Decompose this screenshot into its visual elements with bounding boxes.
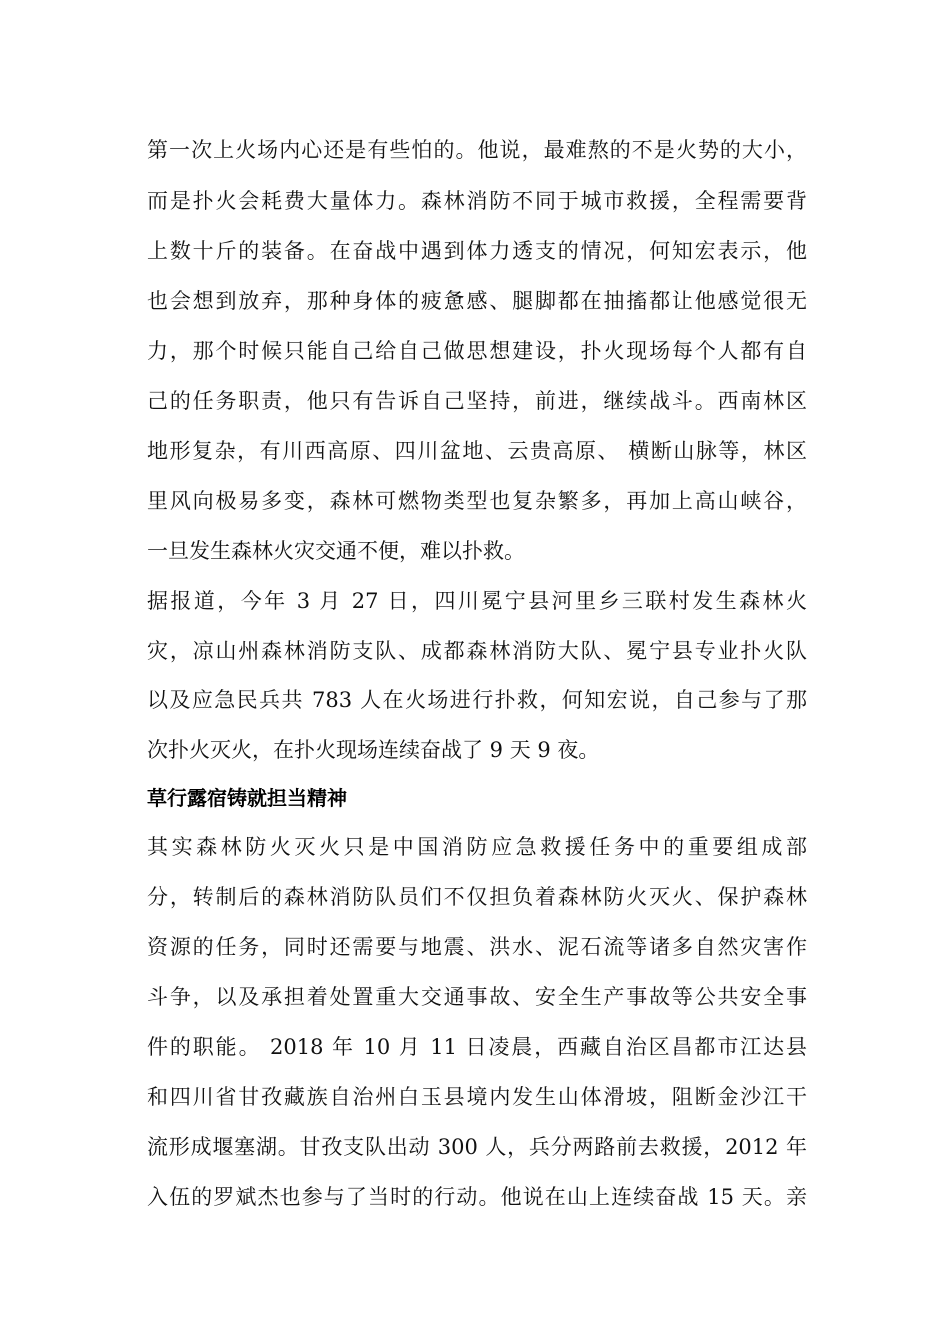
body-text-line: 次扑火灭火，在扑火现场连续奋战了 9 天 9 夜。 (147, 738, 600, 762)
body-text-line: 里风向极易多变，森林可燃物类型也复杂繁多，再加上高山峡谷， (147, 489, 807, 513)
body-text-line: 入伍的罗斌杰也参与了当时的行动。他说在山上连续奋战 15 天。亲 (147, 1185, 807, 1209)
section-heading: 草行露宿铸就担当精神 (147, 786, 347, 810)
body-text-line: 而是扑火会耗费大量体力。森林消防不同于城市救援，全程需要背 (147, 189, 807, 213)
body-text-line: 上数十斤的装备。在奋战中遇到体力透支的情况，何知宏表示，他 (147, 239, 807, 263)
body-text-line: 据报道，今年 3 月 27 日，四川冕宁县河里乡三联村发生森林火 (147, 589, 807, 613)
body-text-line: 流形成堰塞湖。甘孜支队出动 300 人，兵分两路前去救援，2012 年 (147, 1135, 807, 1159)
body-text-line: 其实森林防火灭火只是中国消防应急救援任务中的重要组成部 (147, 835, 807, 859)
body-text-line: 力，那个时候只能自己给自己做思想建设，扑火现场每个人都有自 (147, 339, 807, 363)
body-text-line: 资源的任务，同时还需要与地震、洪水、泥石流等诸多自然灾害作 (147, 935, 807, 959)
body-text-line: 第一次上火场内心还是有些怕的。他说，最难熬的不是火势的大小， (147, 138, 807, 162)
body-text-line: 地形复杂，有川西高原、四川盆地、云贵高原、 横断山脉等，林区 (147, 439, 807, 463)
body-text-line: 斗争，以及承担着处置重大交通事故、安全生产事故等公共安全事 (147, 985, 807, 1009)
body-text-line: 己的任务职责，他只有告诉自己坚持，前进，继续战斗。西南林区 (147, 389, 807, 413)
body-text-line: 以及应急民兵共 783 人在火场进行扑救，何知宏说，自己参与了那 (147, 688, 807, 712)
body-text-line: 和四川省甘孜藏族自治州白玉县境内发生山体滑坡，阻断金沙江干 (147, 1085, 807, 1109)
body-text-line: 件的职能。 2018 年 10 月 11 日凌晨，西藏自治区昌都市江达县 (147, 1035, 807, 1059)
body-text-line: 一旦发生森林火灾交通不便，难以扑救。 (147, 539, 525, 563)
body-text-line: 分，转制后的森林消防队员们不仅担负着森林防火灭火、保护森林 (147, 885, 807, 909)
body-text-line: 也会想到放弃，那种身体的疲惫感、腿脚都在抽搐都让他感觉很无 (147, 289, 807, 313)
body-text-line: 灾，凉山州森林消防支队、成都森林消防大队、冕宁县专业扑火队 (147, 639, 807, 663)
